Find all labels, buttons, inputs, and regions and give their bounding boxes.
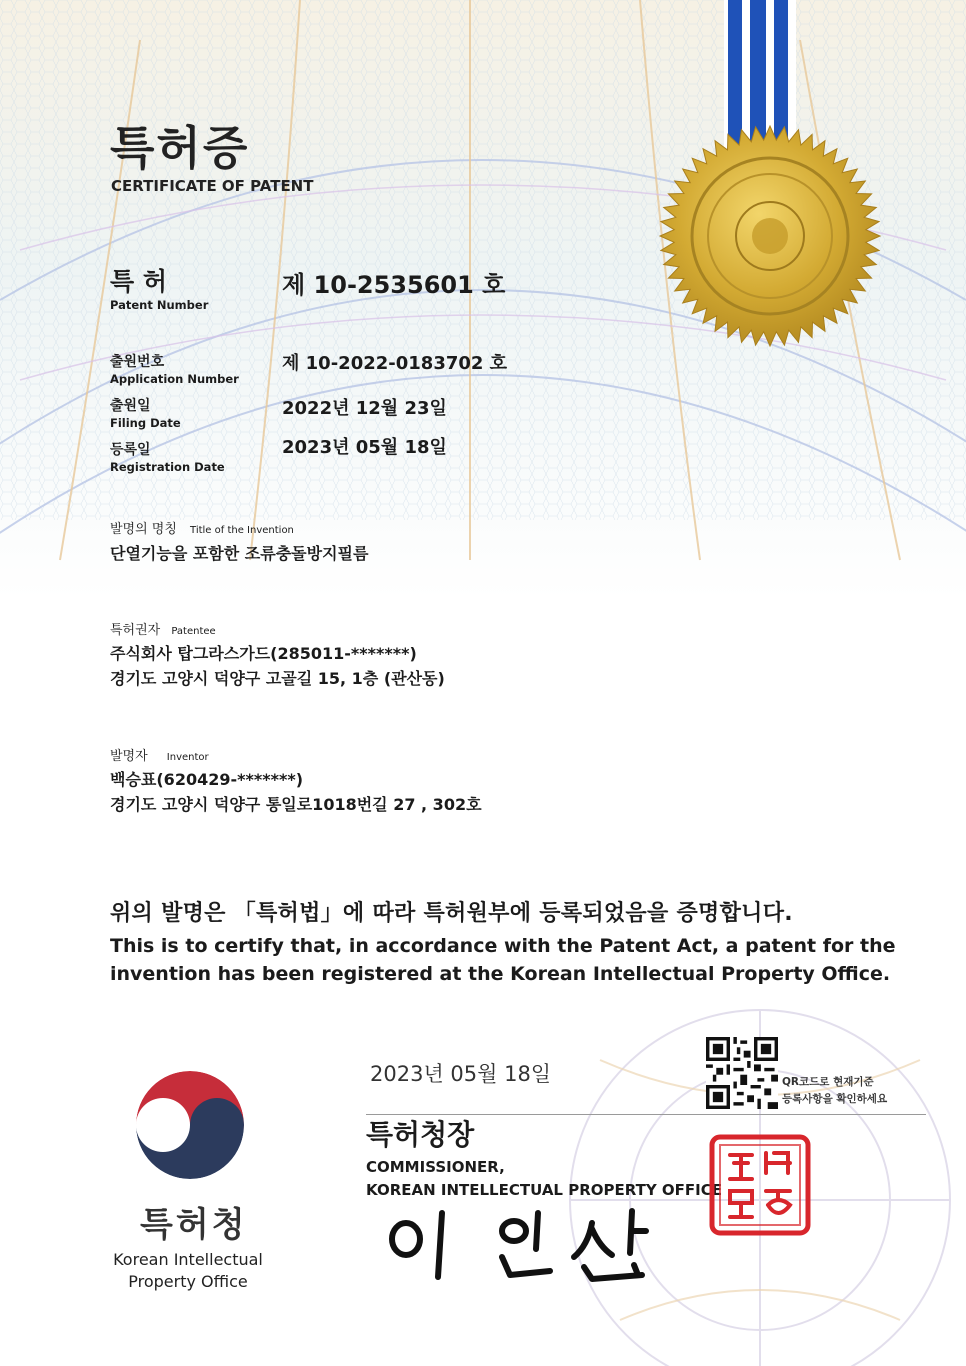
patentee-label: 특허권자 — [110, 623, 161, 638]
kipo-name-en-line1: Korean Intellectual — [113, 1250, 263, 1269]
invention-label-en: Title of the Invention — [190, 525, 294, 536]
patentee-name: 주식회사 탑그라스가드(285011-*******) — [110, 644, 417, 663]
registration-date-label: 등록일 — [110, 442, 151, 458]
qr-note-line2: 등록사항을 확인하세요 — [782, 1093, 888, 1105]
gold-seal — [660, 126, 880, 346]
registration-date-value: 2023년 05월 18일 — [282, 437, 447, 458]
filing-date-value: 2022년 12월 23일 — [282, 398, 447, 419]
issue-date: 2023년 05월 18일 — [370, 1062, 552, 1086]
invention-section-header — [110, 518, 294, 537]
commissioner-title-en-line2: KOREAN INTELLECTUAL PROPERTY OFFICE — [366, 1181, 723, 1199]
inventor-address: 경기도 고양시 덕양구 통일로1018번길 27 , 302호 — [110, 795, 482, 814]
filing-date-label: 출원일 — [110, 398, 151, 414]
patent-number-value: 제 10-2535601 호 — [282, 271, 506, 299]
certification-text-en-line1: This is to certify that, in accordance with the Patent Act, a patent for the — [110, 935, 896, 957]
patent-number-label-en: Patent Number — [110, 298, 209, 312]
kipo-name-en-line2: Property Office — [128, 1272, 248, 1291]
document-subtitle: CERTIFICATE OF PATENT — [111, 177, 314, 195]
inventor-label: 발명자 — [110, 749, 148, 764]
document-title: 특허증 — [110, 121, 250, 175]
patentee-section-header — [110, 619, 216, 638]
signature — [380, 1205, 680, 1285]
patentee-address: 경기도 고양시 덕양구 고골길 15, 1층 (관산동) — [110, 669, 445, 688]
qr-note-line1: QR코드로 현재기준 — [782, 1076, 874, 1088]
kipo-logo-emblem — [128, 1065, 252, 1189]
certification-text-ko: 위의 발명은 「특허법」에 따라 특허원부에 등록되었음을 증명합니다. — [110, 901, 793, 926]
commissioner-title-ko: 특허청장 — [366, 1118, 475, 1151]
filing-date-label-en: Filing Date — [110, 416, 181, 430]
patent-number-label: 특 허 — [110, 267, 168, 296]
inventor-name: 백승표(620429-*******) — [110, 770, 304, 789]
inventor-section-header — [110, 745, 209, 764]
certification-text-en-line2: invention has been registered at the Korean Intellectual Property Office. — [110, 963, 891, 985]
application-number-label-en: Application Number — [110, 372, 239, 386]
qr-code[interactable] — [706, 1037, 778, 1109]
kipo-name-ko: 특허청 — [140, 1205, 248, 1245]
commissioner-title-en-line1: COMMISSIONER, — [366, 1158, 505, 1176]
application-number-value: 제 10-2022-0183702 호 — [282, 353, 508, 374]
invention-title: 단열기능을 포함한 조류충돌방지필름 — [110, 544, 369, 563]
patentee-label-en: Patentee — [171, 626, 216, 637]
application-number-label: 출원번호 — [110, 354, 165, 370]
invention-label: 발명의 명칭 — [110, 522, 177, 537]
inventor-label-en: Inventor — [166, 752, 209, 763]
official-seal-stamp — [708, 1133, 812, 1237]
registration-date-label-en: Registration Date — [110, 460, 225, 474]
